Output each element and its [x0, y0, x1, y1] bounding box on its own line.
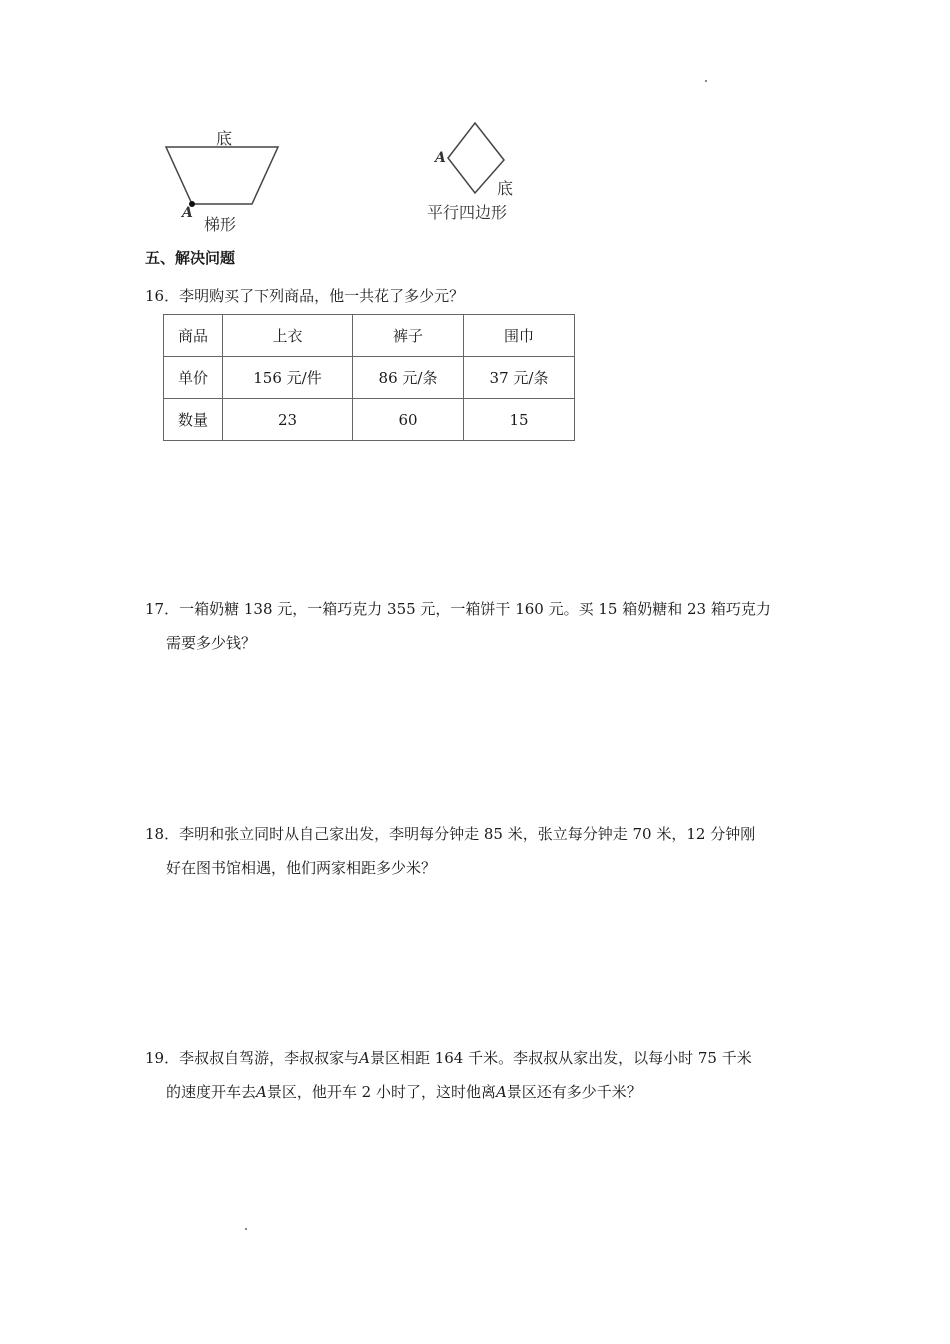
parallelogram-vertex-label: A [435, 150, 446, 166]
question-text-line1: 李明和张立同时从自己家出发，李明每分钟走 85 米，张立每分钟走 70 米，12 分钟刚 [179, 825, 756, 843]
table-cell: 86 元/条 [353, 357, 464, 399]
table-cell: 15 [464, 399, 575, 441]
table-header-row [164, 315, 575, 357]
table-cell: 数量 [164, 399, 223, 441]
trapezoid-name: 梯形 [204, 215, 237, 234]
question-text-line2: 需要多少钱？ [166, 634, 257, 652]
variable-a: A [359, 1049, 370, 1067]
scan-dot [705, 80, 707, 82]
question-number: 16． [145, 287, 180, 305]
parallelogram-figure [425, 118, 535, 226]
question-18 [145, 817, 810, 885]
variable-a: A [495, 1083, 507, 1101]
question-text-line2 [145, 1075, 810, 1109]
table-cell: 围巾 [464, 315, 575, 357]
question-16 [145, 279, 810, 313]
table-row [164, 357, 575, 399]
table-cell: 商品 [164, 315, 223, 357]
table-cell: 156 元/件 [223, 357, 353, 399]
table-cell: 37 元/条 [464, 357, 575, 399]
scan-dot [245, 1228, 247, 1230]
question-number: 19． [145, 1049, 180, 1067]
question-text: 景区相距 164 千米。李叔叔从家出发，以每小时 75 千米 [369, 1049, 752, 1067]
question-text-line2: 好在图书馆相遇，他们两家相距多少米？ [166, 859, 437, 877]
table-cell: 60 [353, 399, 464, 441]
question-19 [145, 1041, 810, 1109]
question-text: 李明购买了下列商品，他一共花了多少元？ [179, 287, 465, 305]
parallelogram-name: 平行四边形 [427, 203, 508, 222]
table-row [164, 399, 575, 441]
section-title: 五、解决问题 [145, 249, 236, 267]
question-text: 景区，他开车 2 小时了，这时他离 [266, 1083, 496, 1101]
table-cell: 单价 [164, 357, 223, 399]
goods-table [163, 314, 575, 441]
question-number: 18． [145, 825, 180, 843]
question-text: 的速度开车去 [166, 1083, 257, 1101]
question-text: 景区还有多少千米？ [506, 1083, 642, 1101]
question-text: 李叔叔自驾游，李叔叔家与 [179, 1049, 360, 1067]
question-number: 17． [145, 600, 180, 618]
trapezoid-vertex-label: A [182, 205, 193, 221]
table-cell: 上衣 [223, 315, 353, 357]
parallelogram-side-label: 底 [497, 179, 514, 198]
table-cell: 裤子 [353, 315, 464, 357]
question-17 [145, 592, 810, 660]
question-text-line1: 一箱奶糖 138 元，一箱巧克力 355 元，一箱饼干 160 元。买 15 箱奶糖和 23 箱巧克力 [179, 600, 771, 618]
trapezoid-figure [160, 122, 285, 232]
trapezoid-top-label: 底 [216, 129, 233, 148]
variable-a: A [256, 1083, 267, 1101]
table-cell: 23 [223, 399, 353, 441]
